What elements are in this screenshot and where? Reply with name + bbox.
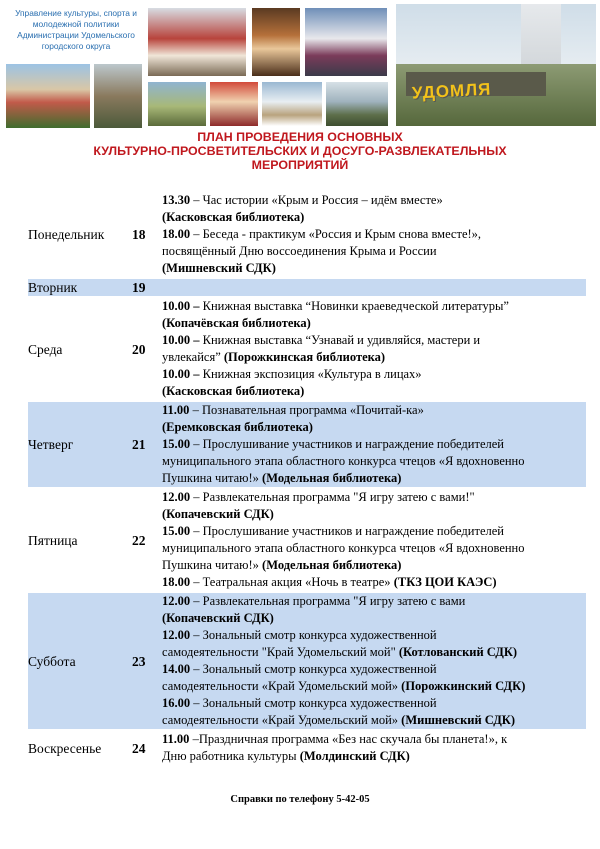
event-text: – Час истории «Крым и Россия – идём вместе» [190, 193, 443, 207]
event-text: – Развлекательная программа "Я игру затею с вами!" [190, 490, 475, 504]
event-strong: 11.00 [162, 732, 190, 746]
organization-name [6, 8, 146, 52]
event-line [162, 695, 586, 712]
event-text: – Зональный смотр конкурса художественной [190, 662, 437, 676]
day-date: 22 [132, 489, 162, 591]
title-line: ПЛАН ПРОВЕДЕНИЯ ОСНОВНЫХ [197, 130, 403, 144]
event-line [162, 574, 586, 591]
schedule-row [28, 298, 586, 400]
event-text: посвящённый Дню воссоединения Крыма и России [162, 244, 437, 258]
event-line [162, 712, 586, 729]
schedule-row [28, 192, 586, 277]
day-name: Пятница [28, 489, 132, 591]
event-line [162, 226, 586, 243]
event-strong: 12.00 [162, 594, 191, 608]
event-line [162, 349, 586, 366]
event-line [162, 260, 586, 277]
event-strong: (Копачёвская библиотека) [162, 316, 311, 330]
event-strong: 15.00 [162, 524, 191, 538]
event-text: муниципального этапа областного конкурса чтецов «Я вдохновенно [162, 541, 525, 555]
photo-river-landscape [326, 82, 388, 126]
photo-choir [305, 8, 387, 76]
event-line [162, 489, 586, 506]
event-strong: (Модельная библиотека) [262, 471, 402, 485]
event-text: – Познавательная программа «Почитай-ка» [189, 403, 424, 417]
event-strong: (Копачевский СДК) [162, 611, 274, 625]
event-line [162, 383, 586, 400]
day-events [162, 731, 586, 765]
event-text: – Развлекательная программа "Я игру затею с вами [190, 594, 466, 608]
event-text: – Зональный смотр конкурса художественной [190, 696, 437, 710]
day-date: 18 [132, 192, 162, 277]
event-strong: 18.00 [162, 227, 191, 241]
event-line [162, 419, 586, 436]
schedule-row [28, 593, 586, 729]
event-strong: (Касковская библиотека) [162, 384, 305, 398]
org-line: молодежной политики [32, 19, 120, 29]
event-line [162, 748, 586, 765]
event-text: – Зональный смотр конкурса художественной [190, 628, 437, 642]
day-name: Вторник [28, 279, 132, 296]
org-line: Управление культуры, спорта и [15, 8, 137, 18]
event-text: Книжная выставка “Узнавай и удивляйся, мастери и [199, 333, 481, 347]
event-strong: 12.00 [162, 628, 191, 642]
event-text: Книжная выставка “Новинки краеведческой литературы” [199, 299, 509, 313]
photo-girl-in-costume [210, 82, 258, 126]
day-events [162, 593, 586, 729]
event-strong: 10.00 – [162, 367, 200, 381]
event-strong: (Молдинский СДК) [299, 749, 410, 763]
event-strong: 16.00 [162, 696, 191, 710]
event-line [162, 402, 586, 419]
day-name: Воскресенье [28, 731, 132, 765]
separator-cell [28, 765, 586, 767]
event-strong: 12.00 [162, 490, 191, 504]
event-line [162, 731, 586, 748]
event-line [162, 453, 586, 470]
org-line: городского округа [41, 41, 111, 51]
event-text: муниципального этапа областного конкурса чтецов «Я вдохновенно [162, 454, 525, 468]
schedule-row [28, 279, 586, 296]
event-line [162, 298, 586, 315]
event-line [162, 661, 586, 678]
event-line [162, 192, 586, 209]
schedule-row [28, 402, 586, 487]
event-strong: 10.00 – [162, 299, 200, 313]
event-strong: (Модельная библиотека) [262, 558, 402, 572]
schedule-row [28, 489, 586, 591]
title-line: МЕРОПРИЯТИЙ [251, 158, 349, 172]
day-date: 21 [132, 402, 162, 487]
event-line [162, 557, 586, 574]
day-events [162, 298, 586, 400]
event-line [162, 243, 586, 260]
event-strong: (Порожкинская библиотека) [223, 350, 386, 364]
title-line: КУЛЬТУРНО-ПРОСВЕТИТЕЛЬСКИХ И ДОСУГО-РАЗВЛЕКАТЕЛЬНЫХ [93, 144, 507, 158]
day-date: 20 [132, 298, 162, 400]
day-date: 24 [132, 731, 162, 765]
day-name: Четверг [28, 402, 132, 487]
event-line [162, 610, 586, 627]
schedule-table [28, 192, 586, 767]
photo-portrait-painting [252, 8, 300, 76]
page-title [0, 130, 600, 172]
event-text: самодеятельности "Край Удомельский мой" [162, 645, 399, 659]
event-strong: (ТКЗ ЦОИ КАЭС) [393, 575, 497, 589]
event-line [162, 678, 586, 695]
photo-landscape-painting [148, 82, 206, 126]
event-line [162, 506, 586, 523]
event-strong: (Котлованский СДК) [398, 645, 518, 659]
day-events [162, 192, 586, 277]
event-text: – Театральная акция «Ночь в театре» [190, 575, 394, 589]
city-sign-text: УДОМЛЯ [411, 79, 492, 103]
event-text: –Праздничная программа «Без нас скучала бы планета!», к [189, 732, 508, 746]
event-strong: (Мишневский СДК) [401, 713, 516, 727]
day-name: Суббота [28, 593, 132, 729]
event-line [162, 315, 586, 332]
event-strong: 13.30 [162, 193, 191, 207]
event-strong: 14.00 [162, 662, 191, 676]
event-line [162, 366, 586, 383]
day-events [162, 402, 586, 487]
event-strong: 11.00 [162, 403, 190, 417]
row-separator [28, 765, 586, 767]
event-line [162, 540, 586, 557]
event-line [162, 332, 586, 349]
event-strong: 10.00 – [162, 333, 200, 347]
photo-city-sign [396, 4, 596, 126]
org-line: Администрации Удомельского [17, 30, 135, 40]
event-line [162, 470, 586, 487]
event-text: – Прослушивание участников и награждение победителей [190, 437, 504, 451]
photo-folk-ensemble [148, 8, 246, 76]
event-strong: (Копачевский СДК) [162, 507, 274, 521]
day-date: 23 [132, 593, 162, 729]
event-strong: (Порожкинский СДК) [401, 679, 526, 693]
event-text: Дню работника культуры [162, 749, 300, 763]
schedule-row [28, 731, 586, 765]
event-line [162, 523, 586, 540]
day-events [162, 279, 586, 296]
event-text: увлекайся” [162, 350, 224, 364]
day-name: Среда [28, 298, 132, 400]
event-strong: (Мишневский СДК) [162, 261, 276, 275]
footer-phone: Справки по телефону 5-42-05 [230, 794, 370, 805]
photo-children-group [6, 64, 90, 128]
event-strong: 15.00 [162, 437, 191, 451]
event-text: – Беседа - практикум «Россия и Крым снова вместе!», [190, 227, 482, 241]
day-date: 19 [132, 279, 162, 296]
event-line [162, 209, 586, 226]
photo-monument [94, 64, 142, 128]
event-text: самодеятельности «Край Удомельский мой» [162, 713, 402, 727]
event-text: – Прослушивание участников и награждение победителей [190, 524, 504, 538]
day-events [162, 489, 586, 591]
event-text: Книжная экспозиция «Культура в лицах» [199, 367, 422, 381]
event-line [162, 627, 586, 644]
event-text: Пушкина читаю!» [162, 471, 263, 485]
day-name: Понедельник [28, 192, 132, 277]
event-text: Пушкина читаю!» [162, 558, 263, 572]
event-strong: (Еремковская библиотека) [162, 420, 313, 434]
event-line [162, 593, 586, 610]
photo-winter-building [262, 82, 322, 126]
event-text: самодеятельности «Край Удомельский мой» [162, 679, 402, 693]
event-line [162, 436, 586, 453]
event-line [162, 644, 586, 661]
event-strong: (Касковская библиотека) [162, 210, 305, 224]
event-strong: 18.00 [162, 575, 191, 589]
